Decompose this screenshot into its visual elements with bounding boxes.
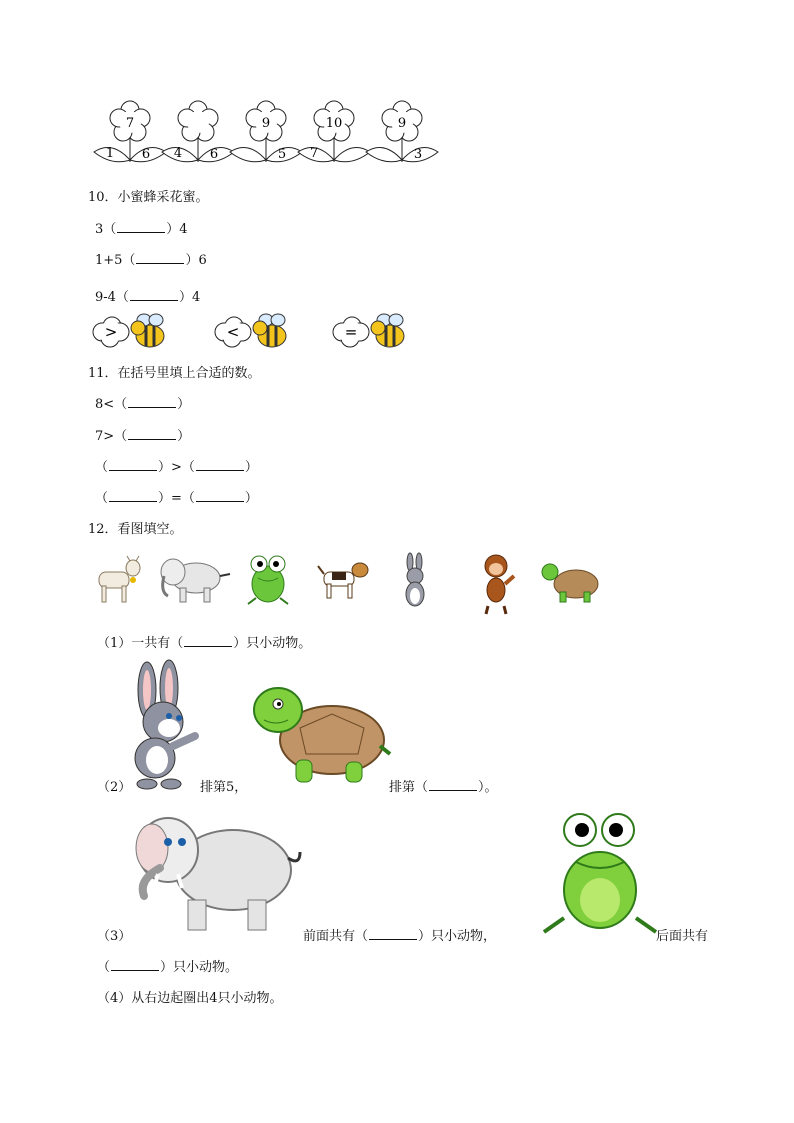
flower-left-number: 7 (309, 146, 319, 161)
q12-part-1 (97, 632, 311, 651)
elephant-icon (161, 559, 230, 602)
dog-icon (318, 563, 368, 598)
q11-title: 11．在括号里填上合适的数。 (88, 366, 261, 381)
q10-row-1-right: ）4 (166, 222, 188, 237)
answer-blank[interactable] (136, 251, 184, 264)
q12-p3-prefix: 前面共有（ (303, 929, 369, 944)
answer-blank[interactable] (369, 927, 417, 940)
q12-part-4: （4）从右边起圈出4只小动物。 (97, 991, 283, 1006)
q11-row-4-open: （ (95, 491, 109, 506)
flower (162, 101, 234, 162)
q11-row-1 (95, 393, 190, 412)
q12-title: 12．看图填空。 (88, 522, 183, 537)
flower-left-number: 1 (105, 146, 115, 161)
q12-p3-line2 (97, 956, 238, 975)
q12-p3-label: （3） (97, 929, 132, 944)
answer-blank[interactable] (128, 395, 176, 408)
bee-symbol-card[interactable] (93, 314, 164, 347)
q11-row-3 (95, 456, 258, 475)
q11-row-2-text: 7>（ (95, 429, 128, 444)
q11-row-2-close: ） (177, 429, 191, 444)
q11-row-3-open: （ (95, 460, 109, 475)
flower-row (0, 0, 794, 175)
answer-blank[interactable] (196, 489, 244, 502)
turtle-large-icon (248, 682, 393, 792)
q12-p2-rank: 排第5， (200, 780, 248, 795)
goat-icon (99, 556, 140, 602)
q11-row-4 (95, 487, 258, 506)
q12-p2-suffix: ）。 (478, 780, 498, 795)
q11-row-1-text: 8<（ (95, 397, 128, 412)
answer-blank[interactable] (196, 458, 244, 471)
answer-blank[interactable] (117, 220, 165, 233)
q11-row-2 (95, 425, 190, 444)
flower (298, 101, 370, 162)
q10-row-2-right: ）6 (185, 253, 207, 268)
answer-blank[interactable] (130, 288, 178, 301)
flower-right-number: 6 (209, 147, 219, 162)
q12-p1-text: （1）一共有（ (97, 636, 184, 651)
q10-row-3-left: 9-4（ (95, 290, 129, 305)
comparison-symbol: < (226, 323, 240, 341)
flower-center-number: 10 (325, 116, 343, 131)
rabbit-large-icon (125, 662, 205, 792)
q12-p3-suffix: ）只小动物。 (160, 960, 239, 975)
bee-symbol-card[interactable] (215, 314, 286, 347)
q11-row-3-mid: ）>（ (158, 460, 195, 475)
q12-p3-mid: ）只小动物， (418, 929, 497, 944)
q11-row-4-mid: ）=（ (158, 491, 195, 506)
animal-row (0, 548, 794, 618)
rabbit-icon (406, 553, 424, 606)
q12-p3-back: 后面共有 (656, 929, 709, 944)
q10-row-1 (95, 218, 188, 237)
answer-blank[interactable] (184, 634, 232, 647)
q12-p3-front (303, 925, 496, 944)
flower-center-number: 9 (397, 116, 407, 131)
q12-p3-open: （ (97, 960, 111, 975)
q10-row-1-left: 3（ (95, 222, 117, 237)
bee-options (0, 305, 794, 365)
q12-p2-label: （2） (97, 780, 132, 795)
comparison-symbol: = (344, 323, 358, 341)
flower (94, 101, 166, 162)
turtle-icon (542, 564, 598, 602)
frog-icon (248, 556, 288, 604)
flower-right-number: 5 (277, 147, 287, 162)
comparison-symbol: > (104, 323, 118, 341)
answer-blank[interactable] (109, 458, 157, 471)
answer-blank[interactable] (128, 427, 176, 440)
bee-symbol-card[interactable] (333, 314, 404, 347)
frog-large-icon (540, 808, 660, 938)
answer-blank[interactable] (109, 489, 157, 502)
q10-row-3 (95, 286, 200, 305)
q11-row-4-close: ） (244, 491, 258, 506)
q10-row-2 (95, 249, 207, 268)
q11-row-1-close: ） (177, 397, 191, 412)
q11-row-3-close: ） (244, 460, 258, 475)
q10-title: 10．小蜜蜂采花蜜。 (88, 190, 209, 205)
flower-left-number: 4 (173, 146, 183, 161)
q12-p1-suffix: ）只小动物。 (233, 636, 312, 651)
q10-row-3-right: ）4 (178, 290, 201, 305)
q12-p2-question (389, 776, 498, 795)
answer-blank[interactable] (111, 958, 159, 971)
q10-row-2-left: 1+5（ (95, 253, 136, 268)
flower-center-number: 9 (261, 116, 271, 131)
flower-right-number: 3 (413, 147, 423, 162)
answer-blank[interactable] (429, 778, 477, 791)
elephant-large-icon (128, 808, 308, 938)
flower (366, 101, 438, 162)
q12-p2-prefix: 排第（ (389, 780, 429, 795)
flower-right-number: 6 (141, 147, 151, 162)
flower (230, 101, 302, 162)
monkey-icon (485, 555, 514, 614)
flower-center-number: 7 (125, 116, 135, 131)
